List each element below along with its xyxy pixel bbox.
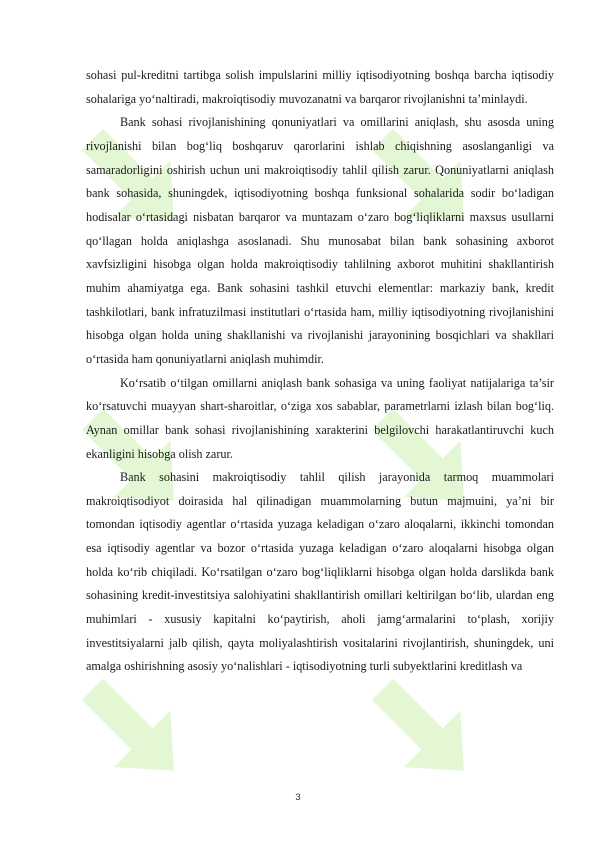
page-number: 3 [295, 792, 301, 803]
green-arrow-watermark-icon [354, 661, 492, 799]
green-arrow-watermark-icon [64, 661, 202, 799]
paragraph-3: Ko‘rsatib o‘tilgan omillarni aniqlash bank sohasiga va uning faoliyat natijalariga ta’sir ko‘rsatuvchi muayyan shart-sharoitlar, o‘ziga xos sabablar, parametrlarni izlash bilan bog‘liq. Aynan omillar bank sohasi rivojlanishining xarakterini belgilovchi harakatlantiruvchi kuch ekanligini hisobga olish zarur. [86, 375, 554, 461]
paragraph-1: sohasi pul-kreditni tartibga solish impulslarini milliy iqtisodiyotning boshqa barcha iqtisodiy sohalariga yo‘naltiradi, makroiqtisodiy muvozanatni va barqaror rivojlanishni ta’minlaydi. [86, 68, 554, 106]
paragraph-2: Bank sohasi rivojlanishining qonuniyatlari va omillarini aniqlash, shu asosda uning rivojlanishi bilan bog‘liq boshqaruv qarorlarini ishlab chiqishning asoslanganligi va samaradorligini oshirish uchun uni makroiqtisodiy tahlil qilish zarur. Qonuniyatlarni aniqlash bank sohasida, shuningdek, iqtisodiyotning boshqa funksional sohalarida sodir bo‘ladigan hodisalar o‘rtasidagi nisbatan barqaror va muntazam o‘zaro bog‘liqliklarni maxsus usullarni qo‘llagan holda aniqlashga asoslanadi. Shu munosabat bilan bank sohasining axborot xavfsizligini hisobga olgan holda makroiqtisodiy tahlilning axborot muhitini shakllantirish muhim ahamiyatga ega. Bank sohasini tashkil etuvchi elementlar: markaziy bank, kredit tashkilotlari, bank infratuzilmasi institutlari o‘rtasida ham, milliy iqtisodiyotning rivojlanishini hisobga olgan holda uning shakllanishi va rivojlanishi jarayonining bosqichlari va shakllari o‘rtasida ham qonuniyatlarni aniqlash muhimdir. [86, 115, 554, 366]
body-text [86, 64, 554, 679]
paragraph-4: Bank sohasini makroiqtisodiy tahlil qilish jarayonida tarmoq muammolari makroiqtisodiyot doirasida hal qilinadigan muammolarning butun majmuini, ya’ni bir tomondan iqtisodiy agentlar o‘rtasida yuzaga keladigan o‘zaro aloqalarni, ikkinchi tomondan esa iqtisodiy agentlar va bozor o‘rtasida yuzaga keladigan o‘zaro aloqalarni hisobga olgan holda ko‘rib chiqiladi. Ko‘rsatilgan o‘zaro bog‘liqliklarni hisobga olgan holda darslikda bank sohasining kredit-investitsiya salohiyatini shakllantirish omillari keltirilgan bo‘lib, ulardan eng muhimlari - xususiy kapitalni ko‘paytirish, aholi jamg‘armalarini to‘plash, xorijiy investitsiyalarni jalb qilish, qayta moliyalashtirish vositalarini rivojlantirish, shuningdek, uni amalga oshirishning asosiy yo‘nalishlari - iqtisodiyotning turli subyektlarini kreditlash va [86, 470, 554, 674]
